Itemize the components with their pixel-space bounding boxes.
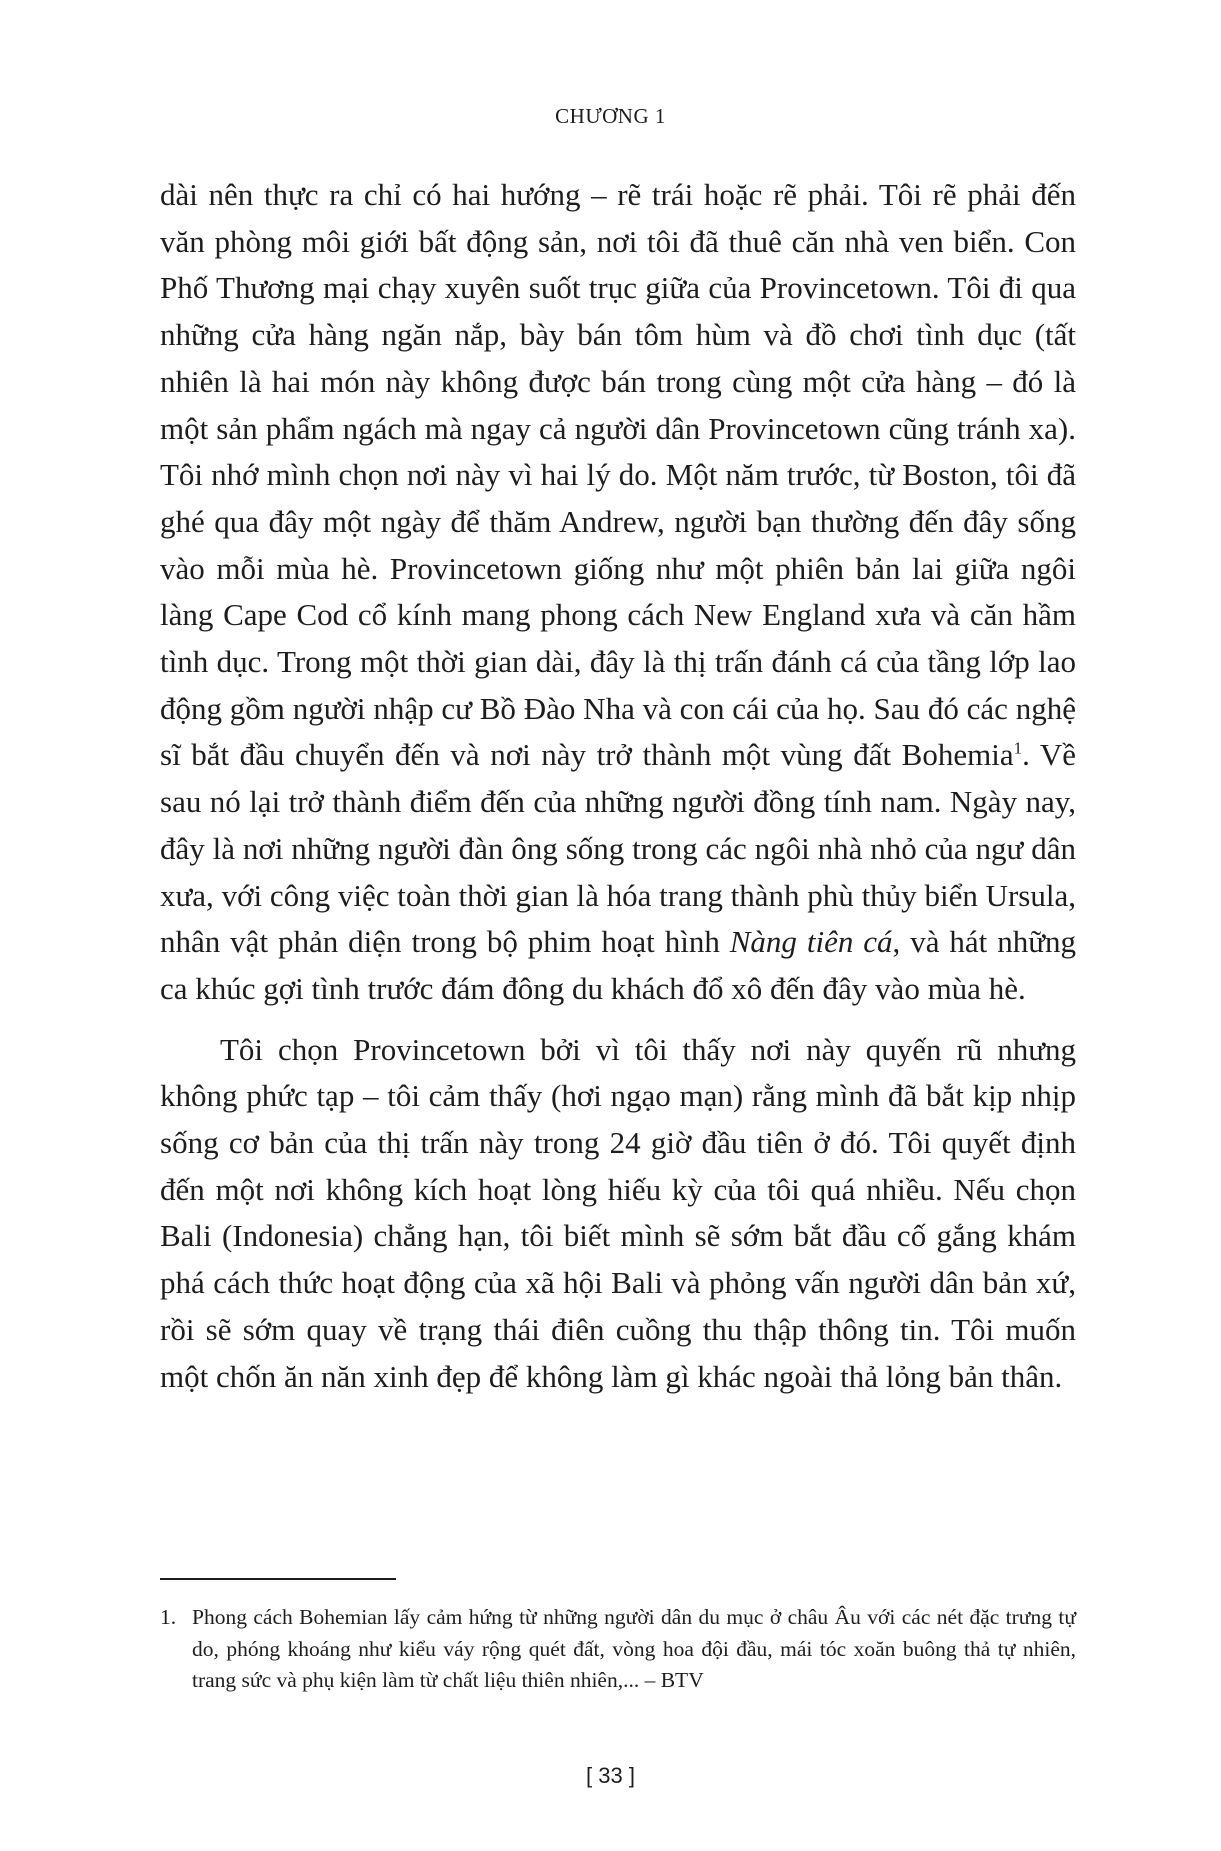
page-number: [ 33 ] xyxy=(586,1763,635,1788)
body-text xyxy=(160,172,1076,1400)
paragraph-1-text-c: , và hát những ca khúc gợi tình trước đám đông du khách đổ xô đến đây vào mùa hè. xyxy=(160,924,1076,1006)
footnote-reference: 1 xyxy=(1013,739,1023,759)
paragraph-1-text-a: dài nên thực ra chỉ có hai hướng – rẽ trái hoặc rẽ phải. Tôi rẽ phải đến văn phòng môi giới bất động sản, nơi tôi đã thuê căn nhà ven biển. Con Phố Thương mại chạy xuyên suốt trục giữa của Provincetown. Tôi đi qua những cửa hàng ngăn nắp, bày bán tôm hùm và đồ chơi tình dục (tất nhiên là hai món này không được bán trong cùng một cửa hàng – đó là một sản phẩm ngách mà ngay cả người dân Provincetown cũng tránh xa). Tôi nhớ mình chọn nơi này vì hai lý do. Một năm trước, từ Boston, tôi đã ghé qua đây một ngày để thăm Andrew, người bạn thường đến đây sống vào mỗi mùa hè. Provincetown giống như một phiên bản lai giữa ngôi làng Cape Cod cổ kính mang phong cách New England xưa và căn hầm tình dục. Trong một thời gian dài, đây là thị trấn đánh cá của tầng lớp lao động gồm người nhập cư Bồ Đào Nha và con cái của họ. Sau đó các nghệ sĩ bắt đầu chuyển đến và nơi này trở thành một vùng đất Bohemia xyxy=(160,177,1076,773)
paragraph-2: Tôi chọn Provincetown bởi vì tôi thấy nơi này quyến rũ nhưng không phức tạp – tôi cảm thấy (hơi ngạo mạn) rằng mình đã bắt kịp nhịp sống cơ bản của thị trấn này trong 24 giờ đầu tiên ở đó. Tôi quyết định đến một nơi không kích hoạt lòng hiếu kỳ của tôi quá nhiều. Nếu chọn Bali (Indonesia) chẳng hạn, tôi biết mình sẽ sớm bắt đầu cố gắng khám phá cách thức hoạt động của xã hội Bali và phỏng vấn người dân bản xứ, rồi sẽ sớm quay về trạng thái điên cuồng thu thập thông tin. Tôi muốn một chốn ăn năn xinh đẹp để không làm gì khác ngoài thả lỏng bản thân. xyxy=(160,1031,1076,1394)
footnote-number: 1. xyxy=(160,1605,177,1629)
italic-film-title: Nàng tiên cá xyxy=(729,924,893,960)
footnote-divider xyxy=(160,1578,396,1580)
paragraph-1-text-b: . Về sau nó lại trở thành điểm đến của những người đồng tính nam. Ngày nay, đây là nơi những người đàn ông sống trong các ngôi nhà nhỏ của ngư dân xưa, với công việc toàn thời gian là hóa trang thành phù thủy biển Ursula, nhân vật phản diện trong bộ phim hoạt hình xyxy=(160,737,1076,960)
paragraph-1 xyxy=(160,172,1076,1013)
footnote-text: Phong cách Bohemian lấy cảm hứng từ những người dân du mục ở châu Âu với các nét đặc trưng tự do, phóng khoáng như kiểu váy rộng quét đất, vòng hoa đội đầu, mái tóc xoăn buông thả tự nhiên, trang sức và phụ kiện làm từ chất liệu thiên nhiên,... – BTV xyxy=(192,1605,1076,1692)
running-head: CHƯƠNG 1 xyxy=(555,104,666,128)
footnote xyxy=(160,1602,1076,1697)
